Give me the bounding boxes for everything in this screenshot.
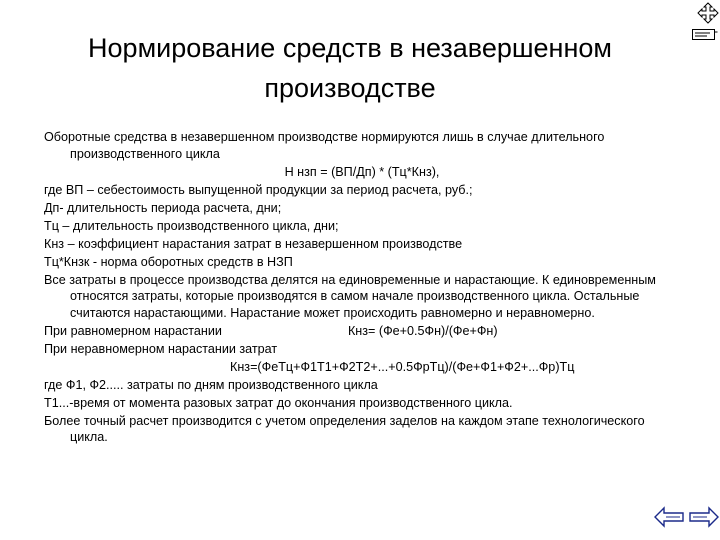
paragraph-precise: Более точный расчет производится с учетом определения заделов на каждом этапе технологического цикла. <box>44 413 645 444</box>
arrow-left-icon <box>654 506 684 528</box>
slide-title <box>20 28 680 108</box>
document-icon[interactable] <box>692 28 718 40</box>
slide-body <box>44 129 680 447</box>
definition-dp: Дп- длительность периода расчета, дни; <box>44 200 282 215</box>
slide-title-line-1: Нормирование средств в незавершенном <box>88 33 612 63</box>
move-arrows-icon[interactable] <box>697 2 719 24</box>
formula-nonuniform: Кнз=(ФеТц+Ф1Т1+Ф2Т2+...+0.5ФрТц)/(Фе+Ф1+Ф2+...Фр)Тц <box>230 359 575 374</box>
nonuniform-growth-label: При неравномерном нарастании затрат <box>44 341 278 356</box>
prev-slide-button[interactable] <box>654 506 684 528</box>
uniform-growth-label: При равномерном нарастании <box>44 323 222 338</box>
next-slide-button[interactable] <box>689 506 719 528</box>
paragraph-costs: Все затраты в процессе производства делятся на единовременные и нарастающие. К единовременным относятся затраты, которые производятся в самом начале производственного цикла. Остальные считаются нарастающими. Нарастание может происходить равномерно и неравномерно. <box>44 272 656 320</box>
slide-title-line-2: производстве <box>264 73 436 103</box>
uniform-growth-line <box>44 323 680 340</box>
definition-knz: Кнз – коэффициент нарастания затрат в незавершенном производстве <box>44 236 463 251</box>
arrow-right-icon <box>689 506 719 528</box>
definition-norm: Тц*Кнзк - норма оборотных средств в НЗП <box>44 254 293 269</box>
formula-norm: Н нзп = (ВП/Дп) * (Тц*Кнз), <box>284 164 440 179</box>
definition-f: где Ф1, Ф2..... затраты по дням производственного цикла <box>44 377 378 392</box>
definition-t1: Т1...-время от момента разовых затрат до окончания производственного цикла. <box>44 395 513 410</box>
definition-tc: Тц – длительность производственного цикла, дни; <box>44 218 339 233</box>
definition-vp: где ВП – себестоимость выпущенной продукции за период расчета, руб.; <box>44 182 473 197</box>
paragraph-intro: Оборотные средства в незавершенном производстве нормируются лишь в случае длительного производственного цикла <box>44 130 605 161</box>
uniform-growth-formula: Кнз= (Фе+0.5Фн)/(Фе+Фн) <box>347 323 498 338</box>
